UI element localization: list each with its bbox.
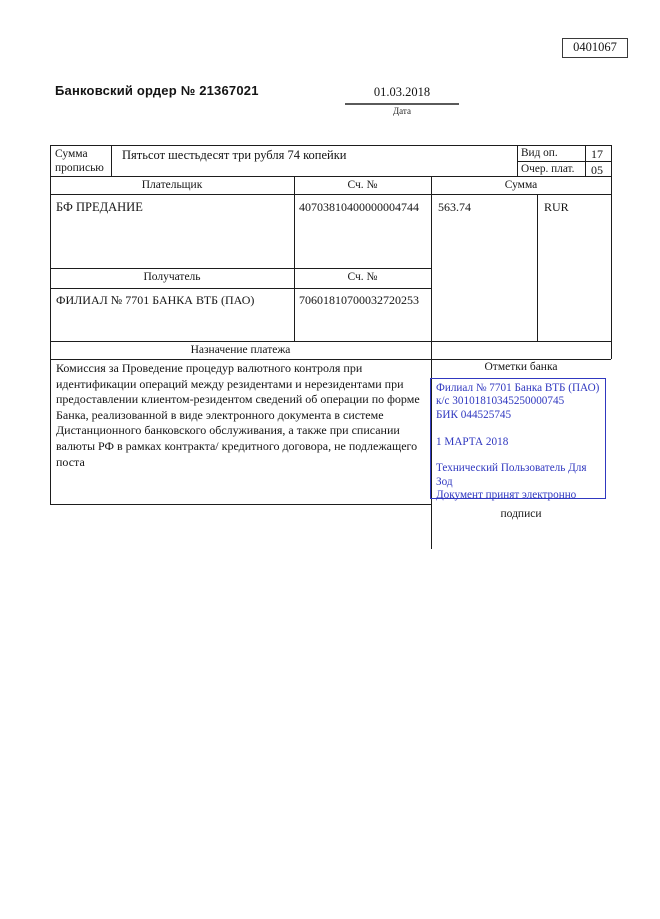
stamp-bank-name: Филиал № 7701 Банка ВТБ (ПАО)	[436, 382, 600, 394]
grid-line	[50, 504, 431, 505]
stamp-corr-account: к/с 30101810345250000745	[436, 395, 565, 408]
bank-marks-header: Отметки банка	[484, 361, 558, 373]
stamp-bik: БИК 044525745	[436, 408, 512, 421]
stamp-blank-line	[436, 449, 600, 462]
receiver-name: ФИЛИАЛ № 7701 БАНКА ВТБ (ПАО)	[56, 293, 255, 307]
stamp-accepted-note: Документ принят электронно	[436, 489, 577, 502]
grid-line	[50, 145, 611, 146]
amount-in-words-label: Сумма прописью	[55, 148, 104, 174]
form-code-box: 0401067	[562, 38, 628, 58]
amount-header: Сумма	[504, 179, 538, 191]
grid-line	[111, 145, 112, 176]
grid-line	[611, 145, 612, 359]
receiver-account-header: Сч. №	[347, 271, 378, 283]
amount-currency: RUR	[544, 200, 569, 214]
grid-line	[50, 145, 51, 505]
grid-line	[50, 341, 611, 342]
payer-account-number: 40703810400000004744	[299, 200, 419, 214]
purpose-text: Комиссия за Проведение процедур валютного контроля при идентификации операций между резидентами и нерезидентами при предоставлении клиентом-резидентом сведений об операции по форме Банка, реализованной в виде электронного документа в системе Дистанционного банковского обслуживания, а также при списании валюты РФ в рамках контракта/ кредитного договора, не подлежащего поста	[56, 361, 420, 469]
purpose-header: Назначение платежа	[190, 344, 291, 356]
amount-value: 563.74	[438, 200, 471, 214]
grid-line	[294, 176, 295, 341]
stamp-blank-line	[436, 422, 600, 435]
receiver-account-number: 70601810700032720253	[299, 293, 419, 307]
stamp-operator-line1: Технический Пользователь Для	[436, 462, 587, 475]
document-title: Банковский ордер № 21367021	[55, 83, 259, 98]
stamp-operator-line2: Зод	[436, 475, 453, 488]
grid-line	[50, 359, 611, 360]
grid-line	[517, 145, 518, 176]
bank-stamp	[430, 378, 606, 502]
payment-priority-value: 05	[591, 163, 603, 177]
date-value: 01.03.2018	[373, 85, 431, 99]
operation-type-label: Вид оп.	[521, 147, 558, 159]
stamp-date: 1 МАРТА 2018	[436, 435, 509, 448]
payer-name: БФ ПРЕДАНИЕ	[56, 200, 143, 214]
operation-type-value: 17	[591, 147, 603, 161]
grid-line	[537, 194, 538, 341]
date-underline	[345, 103, 459, 105]
grid-line	[50, 194, 611, 195]
grid-line	[50, 176, 611, 177]
amount-in-words-value: Пятьсот шестьдесят три рубля 74 копейки	[122, 148, 347, 162]
grid-line	[50, 288, 431, 289]
receiver-header: Получатель	[143, 271, 201, 283]
payer-account-header: Сч. №	[347, 179, 378, 191]
payer-header: Плательщик	[141, 179, 203, 191]
signatures-label: подписи	[500, 508, 542, 520]
grid-line	[585, 145, 586, 176]
date-label: Дата	[393, 106, 411, 116]
payment-priority-label: Очер. плат.	[521, 163, 575, 175]
grid-line	[50, 268, 431, 269]
